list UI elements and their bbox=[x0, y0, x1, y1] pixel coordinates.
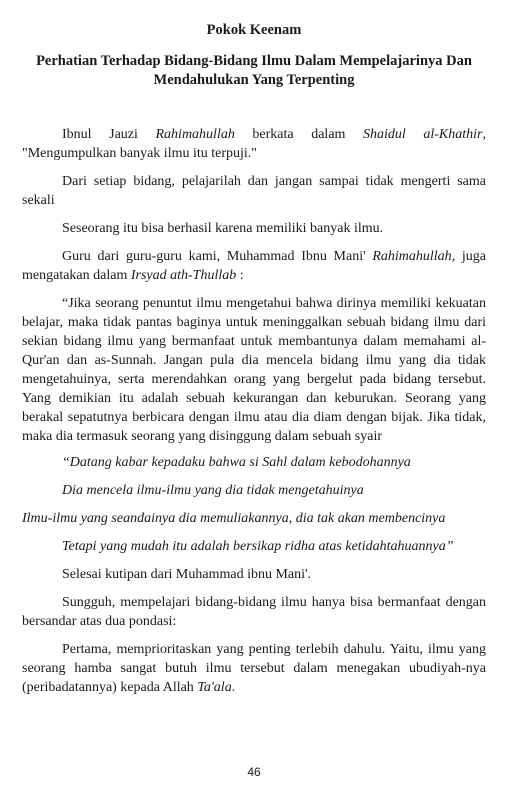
text-span: , "Mengumpulkan banyak ilmu itu terpuji." bbox=[22, 127, 486, 161]
paragraph-1 bbox=[22, 125, 486, 163]
text-span: berkata dalam bbox=[234, 127, 364, 142]
paragraph-4 bbox=[22, 247, 486, 285]
text-span: , juga mengatakan dalam bbox=[22, 249, 486, 283]
paragraph-6: Selesai kutipan dari Muhammad ibnu Mani'. bbox=[62, 567, 312, 582]
chapter-heading: Pokok Keenam bbox=[206, 22, 302, 38]
body-text bbox=[22, 125, 486, 706]
text-span: : bbox=[236, 268, 244, 283]
paragraph-2: Dari setiap bidang, pelajarilah dan jangan sampai tidak mengerti sama sekali bbox=[22, 174, 486, 208]
verse-line: “Datang kabar kepadaku bahwa si Sahl dalam kebodohannya bbox=[62, 455, 411, 470]
paragraph-3: Seseorang itu bisa berhasil karena memiliki banyak ilmu. bbox=[62, 221, 384, 236]
section-title: Perhatian Terhadap Bidang-Bidang Ilmu Dalam Mempelajarinya Dan Mendahulukan Yang Terpenting bbox=[36, 53, 472, 88]
paragraph-8 bbox=[22, 640, 486, 697]
paragraph-7: Sungguh, mempelajari bidang-bidang ilmu hanya bisa bermanfaat dengan bersandar atas dua pondasi: bbox=[22, 595, 486, 629]
verse-line: Dia mencela ilmu-ilmu yang dia tidak mengetahuinya bbox=[62, 483, 364, 498]
italic-span: Rahimahullah bbox=[155, 127, 235, 142]
italic-span: Ta'ala bbox=[197, 680, 232, 695]
text-span: . bbox=[231, 680, 236, 695]
verse-line: Tetapi yang mudah itu adalah bersikap ridha atas ketidahtahuannya” bbox=[62, 539, 454, 554]
page-number: 46 bbox=[247, 765, 261, 779]
book-title: Shaidul al-Khathir bbox=[363, 127, 483, 142]
quote-paragraph: “Jika seorang penuntut ilmu mengetahui bahwa dirinya memiliki kekuatan belajar, maka tidak pantas baginya untuk meninggalkan sebuah bidang ilmu dari sekian bidang ilmu yang bermanfaat untuk membantunya dalam memahami al-Qur'an dan as-Sunnah. Jangan pula dia mencela bidang ilmu yang dia tidak mengetahuinya, serta merendahkan orang yang bergelut pada bidang tersebut. Yang demikian itu adalah sebuah kekurangan dan keburukan. Seorang yang berakal sepatutnya berbicara dengan ilmu atau dia diam dengan bijak. Jika tidak, maka dia termasuk seorang yang disinggung dalam sebuah syair bbox=[22, 296, 486, 444]
text-span: Guru dari guru-guru kami, Muhammad Ibnu Mani' bbox=[62, 249, 373, 264]
verse-line: Ilmu-ilmu yang seandainya dia memuliakannya, dia tak akan membencinya bbox=[22, 511, 446, 526]
italic-span: Rahimahullah bbox=[372, 249, 452, 264]
text-span: Pertama, memprioritaskan yang penting terlebih dahulu. Yaitu, ilmu yang seorang hamba sangat butuh ilmu tersebut dalam menegakan ubudiyah-nya (peribadatannya) kepada Allah bbox=[22, 642, 486, 695]
text-span: Ibnul Jauzi bbox=[62, 127, 156, 142]
book-title: Irsyad ath-Thullab bbox=[130, 268, 237, 283]
